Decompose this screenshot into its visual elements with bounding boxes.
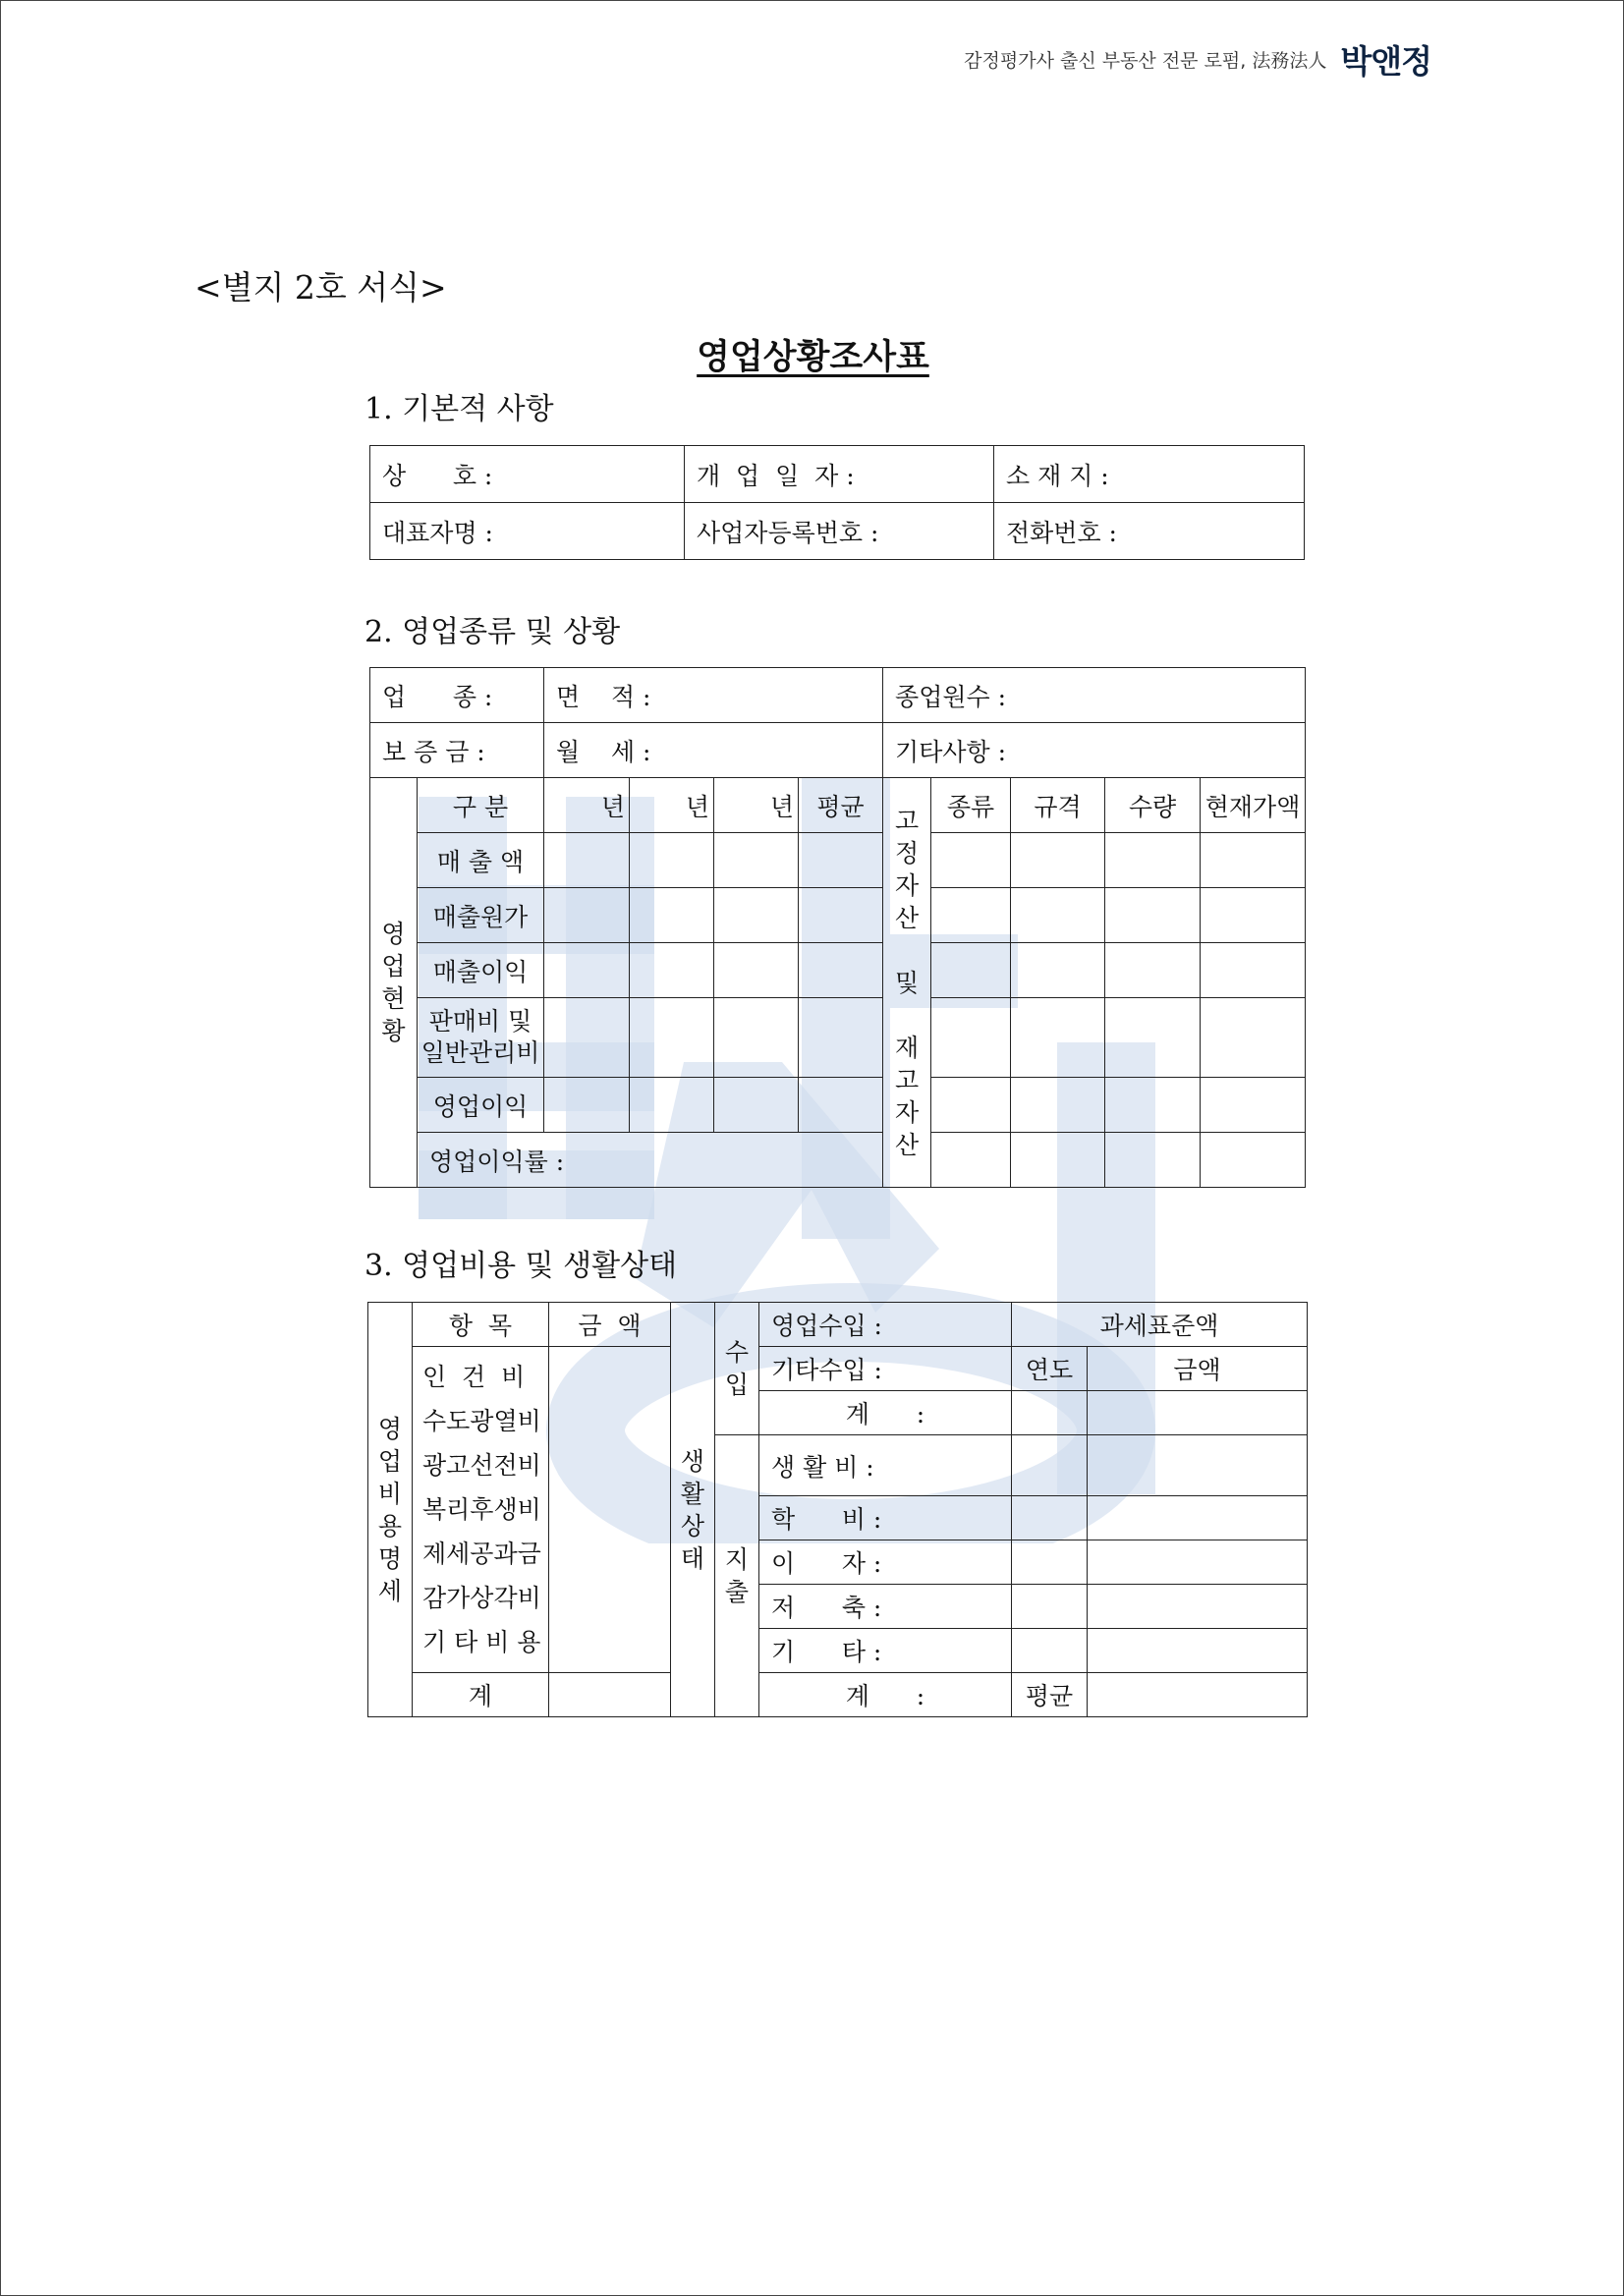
document-title: 영업상황조사표 (697, 338, 929, 377)
row-sga-expenses: 판매비 및 일반관리비 (418, 998, 544, 1078)
interest-field[interactable]: 이 자 : (759, 1540, 1012, 1585)
form-number-label: <별지 2호 서식> (195, 268, 447, 307)
asset-type-header: 종류 (931, 778, 1011, 833)
expense-total-label: 계 (413, 1673, 549, 1717)
row-sales: 매 출 액 (418, 833, 544, 888)
expense-living-table (367, 1302, 1308, 1717)
firm-logo: 박앤정 (1340, 42, 1431, 81)
average-header: 평균 (799, 778, 883, 833)
income-total-field[interactable]: 계 : (759, 1391, 1012, 1435)
section-3-title: 3. 영업비용 및 생활상태 (364, 1249, 678, 1283)
business-status-table (369, 667, 1306, 1188)
business-reg-number-field[interactable]: 사업자등록번호 : (685, 503, 994, 560)
section-2-title: 2. 영업종류 및 상황 (364, 615, 621, 649)
row-gross-profit: 매출이익 (418, 943, 544, 998)
expense-total-amount[interactable] (549, 1673, 671, 1717)
other-income-field[interactable]: 기타수입 : (759, 1347, 1012, 1391)
year-1-header: 년 (544, 778, 630, 833)
other-expense-field[interactable]: 기 타 : (759, 1629, 1012, 1673)
expense-amounts[interactable] (549, 1347, 671, 1673)
amount-header: 금 액 (549, 1303, 671, 1347)
phone-number-field[interactable]: 전화번호 : (994, 503, 1305, 560)
average-label: 평균 (1012, 1673, 1088, 1717)
opening-date-field[interactable]: 개 업 일 자 : (685, 446, 994, 503)
expenditure-label: 지 출 (715, 1435, 759, 1717)
spend-total-field[interactable]: 계 : (759, 1673, 1012, 1717)
deposit-field[interactable]: 보 증 금 : (370, 723, 544, 778)
item-header: 항 목 (413, 1303, 549, 1347)
basic-info-table (369, 445, 1305, 560)
operating-expense-label: 영 업 비 용 명 세 (368, 1303, 413, 1717)
category-header: 구 분 (418, 778, 544, 833)
representative-field[interactable]: 대표자명 : (370, 503, 685, 560)
asset-spec-header: 규격 (1011, 778, 1105, 833)
tuition-field[interactable]: 학 비 : (759, 1496, 1012, 1540)
operating-margin-field[interactable]: 영업이익률 : (418, 1133, 883, 1188)
area-field[interactable]: 면 적 : (544, 668, 883, 723)
other-notes-field[interactable]: 기타사항 : (883, 723, 1306, 778)
living-status-label: 생 활 상 태 (671, 1303, 715, 1717)
monthly-rent-field[interactable]: 월 세 : (544, 723, 883, 778)
tax-base-header: 과세표준액 (1012, 1303, 1308, 1347)
savings-field[interactable]: 저 축 : (759, 1585, 1012, 1629)
year-2-header: 년 (630, 778, 714, 833)
row-cost-of-sales: 매출원가 (418, 888, 544, 943)
header-tagline: 감정평가사 출신 부동산 전문 로펌, 法務法人 (964, 50, 1327, 72)
year-header: 연도 (1012, 1347, 1088, 1391)
amount-subheader: 금액 (1088, 1347, 1308, 1391)
year-3-header: 년 (714, 778, 799, 833)
asset-value-header: 현재가액 (1201, 778, 1306, 833)
expense-items-list: 인 건 비 수도광열비 광고선전비 복리후생비 제세공과금 감가상각비 기 타 비 용 (413, 1347, 549, 1673)
employee-count-field[interactable]: 종업원수 : (883, 668, 1306, 723)
assets-inventory-label: 고 정 자 산 및 재 고 자 산 (883, 778, 931, 1188)
living-cost-field[interactable]: 생 활 비 : (759, 1435, 1012, 1496)
business-income-field[interactable]: 영업수입 : (759, 1303, 1012, 1347)
business-type-field[interactable]: 업 종 : (370, 668, 544, 723)
section-1-title: 1. 기본적 사항 (364, 392, 554, 426)
trade-name-field[interactable]: 상 호 : (370, 446, 685, 503)
business-status-label: 영 업 현 황 (370, 778, 418, 1188)
row-operating-profit: 영업이익 (418, 1078, 544, 1133)
page-header (964, 36, 1431, 83)
location-field[interactable]: 소 재 지 : (994, 446, 1305, 503)
asset-quantity-header: 수량 (1105, 778, 1201, 833)
income-label: 수 입 (715, 1303, 759, 1435)
